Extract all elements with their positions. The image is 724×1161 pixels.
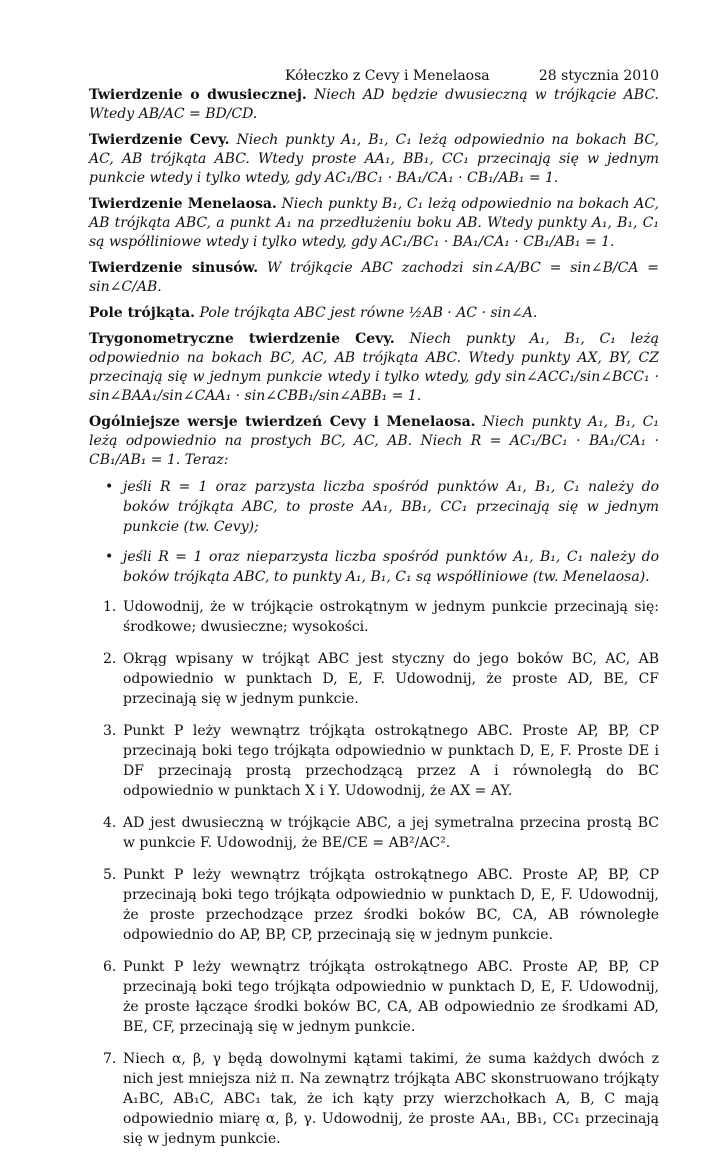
problem-number: 4.: [103, 815, 117, 831]
theorem-statement: Pole trójkąta ABC jest równe ½AB · AC · sin∠A.: [199, 305, 538, 321]
theorem-statement: Niech punkty B₁, C₁ leżą odpowiednio na bokach AC, AB trójkąta ABC, a punkt A₁ na przedłużeniu boku AB. Wtedy punkty A₁, B₁, C₁ są współliniowe wtedy i tylko wtedy, gdy AC₁/BC₁ · BA₁/CA₁ · CB₁/AB₁ = 1.: [89, 196, 659, 250]
problem-number: 3.: [103, 723, 117, 739]
theorem-statement: Niech AD będzie dwusieczną w trójkącie ABC. Wtedy AB/AC = BD/CD.: [89, 87, 660, 122]
theorem-statement: Niech punkty A₁, B₁, C₁ leżą odpowiednio na bokach BC, AC, AB trójkąta ABC. Wtedy proste AA₁, BB₁, CC₁ przecinają się w jednym punkcie wtedy i tylko wtedy, gdy AC₁/BC₁ · BA₁/CA₁ · CB₁/AB₁ = 1.: [89, 132, 659, 186]
theorem-trig-ceva: [89, 330, 659, 406]
problem-number: 2.: [103, 651, 117, 667]
problem-item: [103, 721, 659, 801]
problem-number: 6.: [103, 959, 117, 975]
problem-item: [103, 865, 659, 945]
theorem-name: Twierdzenie Cevy.: [89, 132, 230, 148]
theorem-name: Twierdzenie sinusów.: [89, 260, 259, 276]
theorem-general-versions: [89, 413, 659, 470]
theorem-name: Pole trójkąta.: [89, 305, 196, 321]
page-header: [89, 66, 659, 86]
theorem-angle-bisector: [89, 86, 659, 124]
problem-number: 5.: [103, 867, 117, 883]
header-title: Kółeczko z Cevy i Menelaosa: [285, 68, 490, 84]
problem-text: Niech α, β, γ będą dowolnymi kątami takimi, że suma każdych dwóch z nich jest mniejsza niż π. Na zewnątrz trójkąta ABC skonstruowano trójkąty A₁BC, AB₁C, ABC₁ tak, że ich kąty przy wierzchołkach A, B, C mają odpowiednio miarę α, β, γ. Udowodnij, że proste AA₁, BB₁, CC₁ przecinają się w jednym punkcie.: [123, 1051, 659, 1147]
theorem-statement: Niech punkty A₁, B₁, C₁ leżą odpowiednio na prostych BC, AC, AB. Niech R = AC₁/BC₁ · BA₁/CA₁ · CB₁/AB₁ = 1. Teraz:: [89, 414, 659, 468]
problem-text: Punkt P leży wewnątrz trójkąta ostrokątnego ABC. Proste AP, BP, CP przecinają boki tego trójkąta odpowiednio w punktach D, E, F. Udowodnij, że proste łączące środki boków BC, CA, AB odpowiednio ze środkami AD, BE, CF, przecinają się w jednym punkcie.: [123, 959, 659, 1035]
problem-list: [89, 597, 659, 1149]
problem-item: [103, 597, 659, 637]
problem-item: [103, 957, 659, 1037]
theorem-ceva: [89, 131, 659, 188]
document-page: [89, 66, 659, 1161]
problem-item: [103, 649, 659, 709]
bullet-item: • jeśli R = 1 oraz nieparzysta liczba spośród punktów A₁, B₁, C₁ należy do boków trójkąta ABC, to punkty A₁, B₁, C₁ są współliniowe (tw. Menelaosa).: [123, 547, 659, 587]
theorem-name: Twierdzenie o dwusiecznej.: [89, 87, 307, 103]
header-date: 28 stycznia 2010: [538, 68, 659, 84]
problem-text: Punkt P leży wewnątrz trójkąta ostrokątnego ABC. Proste AP, BP, CP przecinają boki tego trójkąta odpowiednio w punktach D, E, F. Udowodnij, że proste przechodzące przez środki boków BC, CA, AB równoległe odpowiednio do AP, BP, CP, przecinają się w jednym punkcie.: [123, 867, 659, 943]
problem-number: 1.: [103, 599, 117, 615]
theorem-name: Ogólniejsze wersje twierdzeń Cevy i Menelaosa.: [89, 414, 476, 430]
problem-text: Udowodnij, że w trójkącie ostrokątnym w jednym punkcie przecinają się: środkowe; dwusieczne; wysokości.: [123, 599, 659, 635]
theorem-name: Twierdzenie Menelaosa.: [89, 196, 277, 212]
problem-number: 7.: [103, 1051, 117, 1067]
problem-text: Punkt P leży wewnątrz trójkąta ostrokątnego ABC. Proste AP, BP, CP przecinają boki tego trójkąta odpowiednio w punktach D, E, F. Proste DE i DF przecinają prostą przechodzącą przez A i równoległą do BC odpowiednio w punktach X i Y. Udowodnij, że AX = AY.: [123, 723, 659, 799]
bullet-list: [89, 477, 659, 587]
theorem-statement: Niech punkty A₁, B₁, C₁ leżą odpowiednio na bokach BC, AC, AB trójkąta ABC. Wtedy punkty AX, BY, CZ przecinają się w jednym punkcie wtedy i tylko wtedy, gdy sin∠ACC₁/sin∠BCC₁ · sin∠BAA₁/sin∠CAA₁ · sin∠CBB₁/sin∠ABB₁ = 1.: [89, 331, 659, 404]
theorem-menelaus: [89, 195, 659, 252]
theorems-section: [89, 86, 659, 587]
theorem-name: Trygonometryczne twierdzenie Cevy.: [89, 331, 395, 347]
problem-item: [103, 813, 659, 853]
problem-text: Okrąg wpisany w trójkąt ABC jest styczny do jego boków BC, AC, AB odpowiednio w punktach D, E, F. Udowodnij, że proste AD, BE, CF przecinają się w jednym punkcie.: [123, 651, 659, 707]
problem-text: AD jest dwusieczną w trójkącie ABC, a jej symetralna przecina prostą BC w punkcie F. Udowodnij, że BE/CE = AB²/AC².: [123, 815, 659, 851]
theorem-sines: [89, 259, 659, 297]
theorem-statement: W trójkącie ABC zachodzi sin∠A/BC = sin∠B/CA = sin∠C/AB.: [89, 260, 659, 295]
theorem-triangle-area: [89, 304, 659, 323]
bullet-item: • jeśli R = 1 oraz parzysta liczba spośród punktów A₁, B₁, C₁ należy do boków trójkąta ABC, to proste AA₁, BB₁, CC₁ przecinają się w jednym punkcie (tw. Cevy);: [123, 477, 659, 537]
problem-item: [103, 1049, 659, 1149]
